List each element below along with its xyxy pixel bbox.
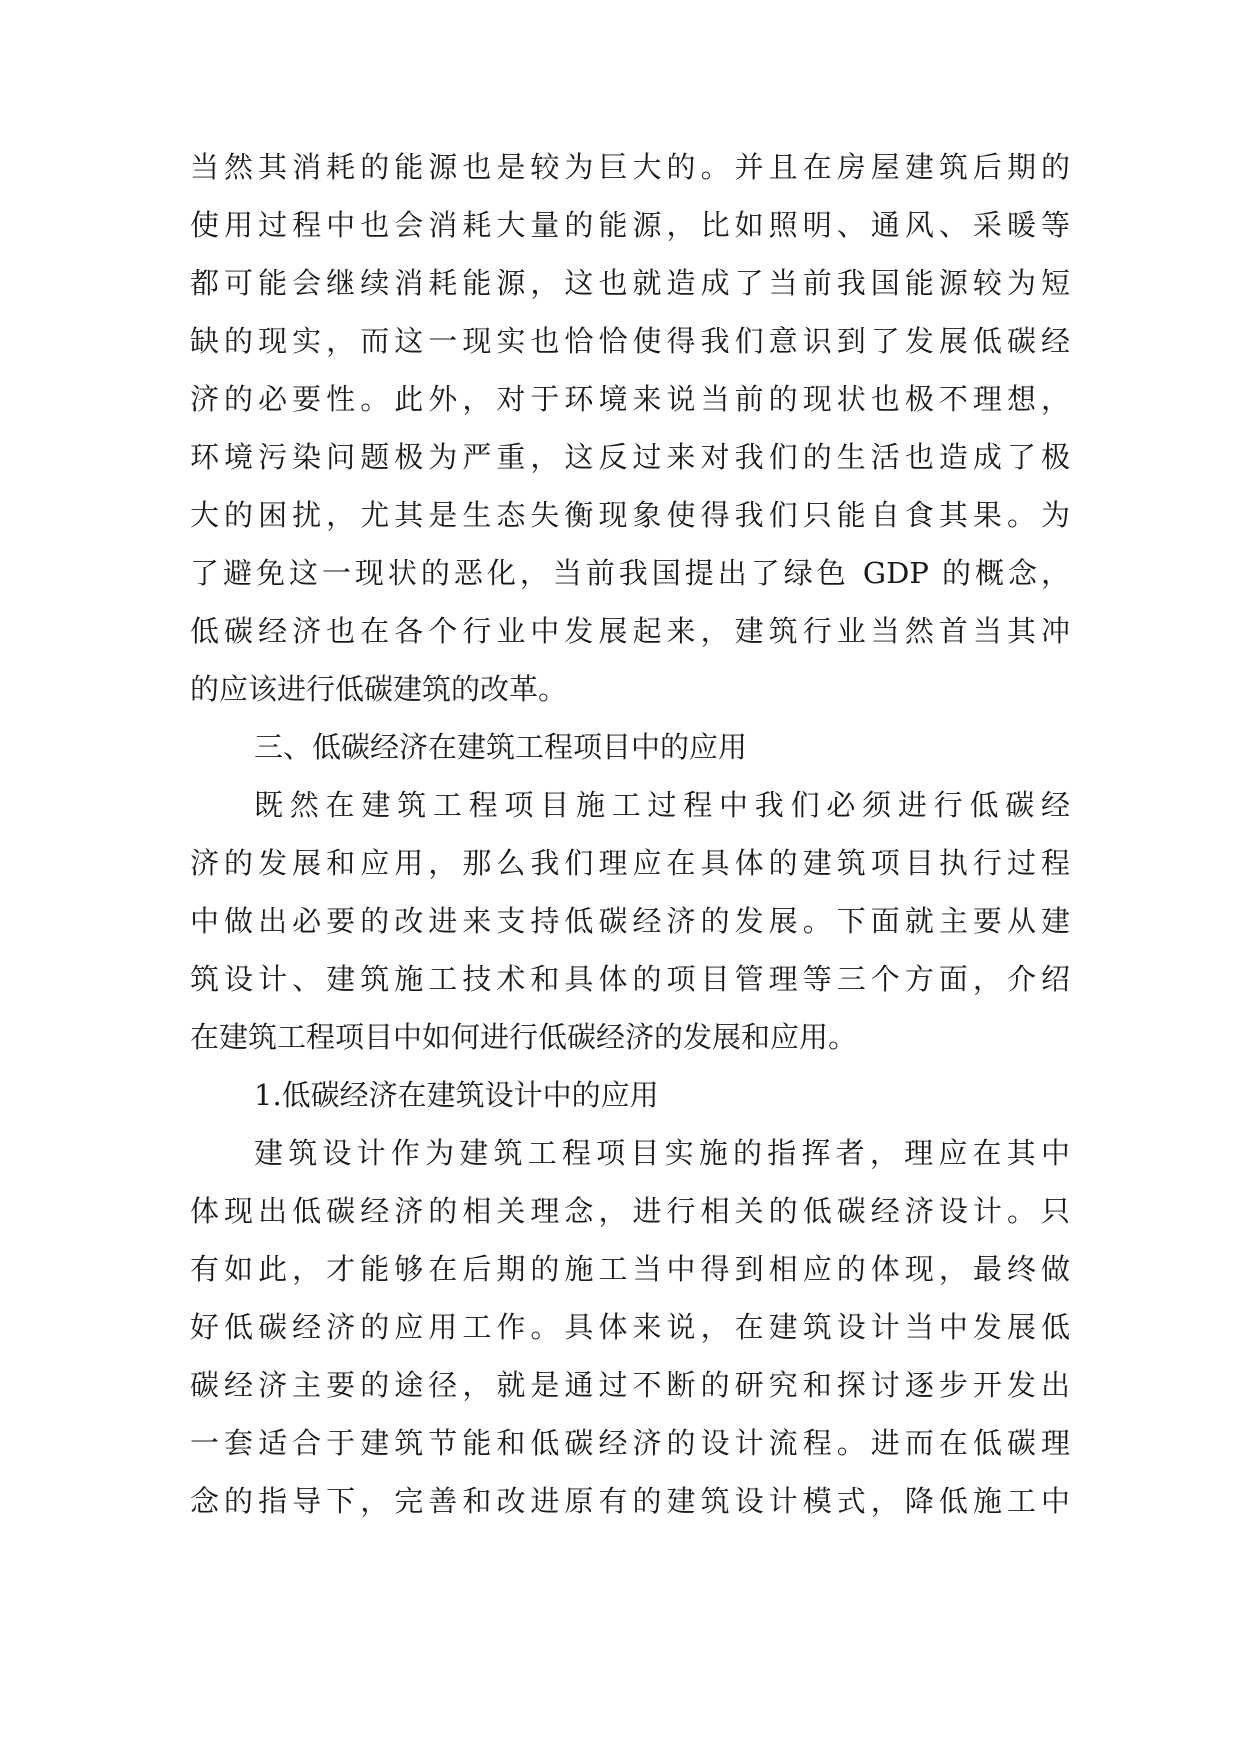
- body-text-line: 缺的现实，而这一现实也恰恰使得我们意识到了发展低碳经: [190, 324, 1070, 358]
- body-text-line: 筑设计、建筑施工技术和具体的项目管理等三个方面，介绍: [190, 962, 1070, 996]
- body-text-line: 低碳经济也在各个行业中发展起来，建筑行业当然首当其冲: [190, 614, 1070, 648]
- body-text-line: 碳经济主要的途径，就是通过不断的研究和探讨逐步开发出: [190, 1368, 1070, 1402]
- body-text-line: 一套适合于建筑节能和低碳经济的设计流程。进而在低碳理: [190, 1426, 1070, 1460]
- body-text-line: 了避免这一现状的恶化，当前我国提出了绿色 GDP 的概念，: [190, 556, 1070, 590]
- body-text-line: 当然其消耗的能源也是较为巨大的。并且在房屋建筑后期的: [190, 150, 1070, 184]
- section-heading: 三、低碳经济在建筑工程项目中的应用: [254, 730, 748, 764]
- body-text-line: 中做出必要的改进来支持低碳经济的发展。下面就主要从建: [190, 904, 1070, 938]
- body-text-line: 有如此，才能够在后期的施工当中得到相应的体现，最终做: [190, 1252, 1070, 1286]
- body-text-line: 好低碳经济的应用工作。具体来说，在建筑设计当中发展低: [190, 1310, 1070, 1344]
- body-text-line: 的应该进行低碳建筑的改革。: [190, 672, 568, 706]
- body-text-line: 都可能会继续消耗能源，这也就造成了当前我国能源较为短: [190, 266, 1070, 300]
- body-text-line: 大的困扰，尤其是生态失衡现象使得我们只能自食其果。为: [190, 498, 1070, 532]
- body-text-line: 在建筑工程项目中如何进行低碳经济的发展和应用。: [190, 1020, 858, 1054]
- body-text-line: 济的必要性。此外，对于环境来说当前的现状也极不理想，: [190, 382, 1070, 416]
- body-text-line: 体现出低碳经济的相关理念，进行相关的低碳经济设计。只: [190, 1194, 1070, 1228]
- body-text-line: 济的发展和应用，那么我们理应在具体的建筑项目执行过程: [190, 846, 1070, 880]
- body-text-line: 环境污染问题极为严重，这反过来对我们的生活也造成了极: [190, 440, 1070, 474]
- subsection-heading: 1.低碳经济在建筑设计中的应用: [254, 1078, 659, 1112]
- body-text-line: 既然在建筑工程项目施工过程中我们必须进行低碳经: [254, 788, 1070, 822]
- body-text-line: 念的指导下，完善和改进原有的建筑设计模式，降低施工中: [190, 1484, 1070, 1518]
- body-text-line: 建筑设计作为建筑工程项目实施的指挥者，理应在其中: [254, 1136, 1070, 1170]
- body-text-line: 使用过程中也会消耗大量的能源，比如照明、通风、采暖等: [190, 208, 1070, 242]
